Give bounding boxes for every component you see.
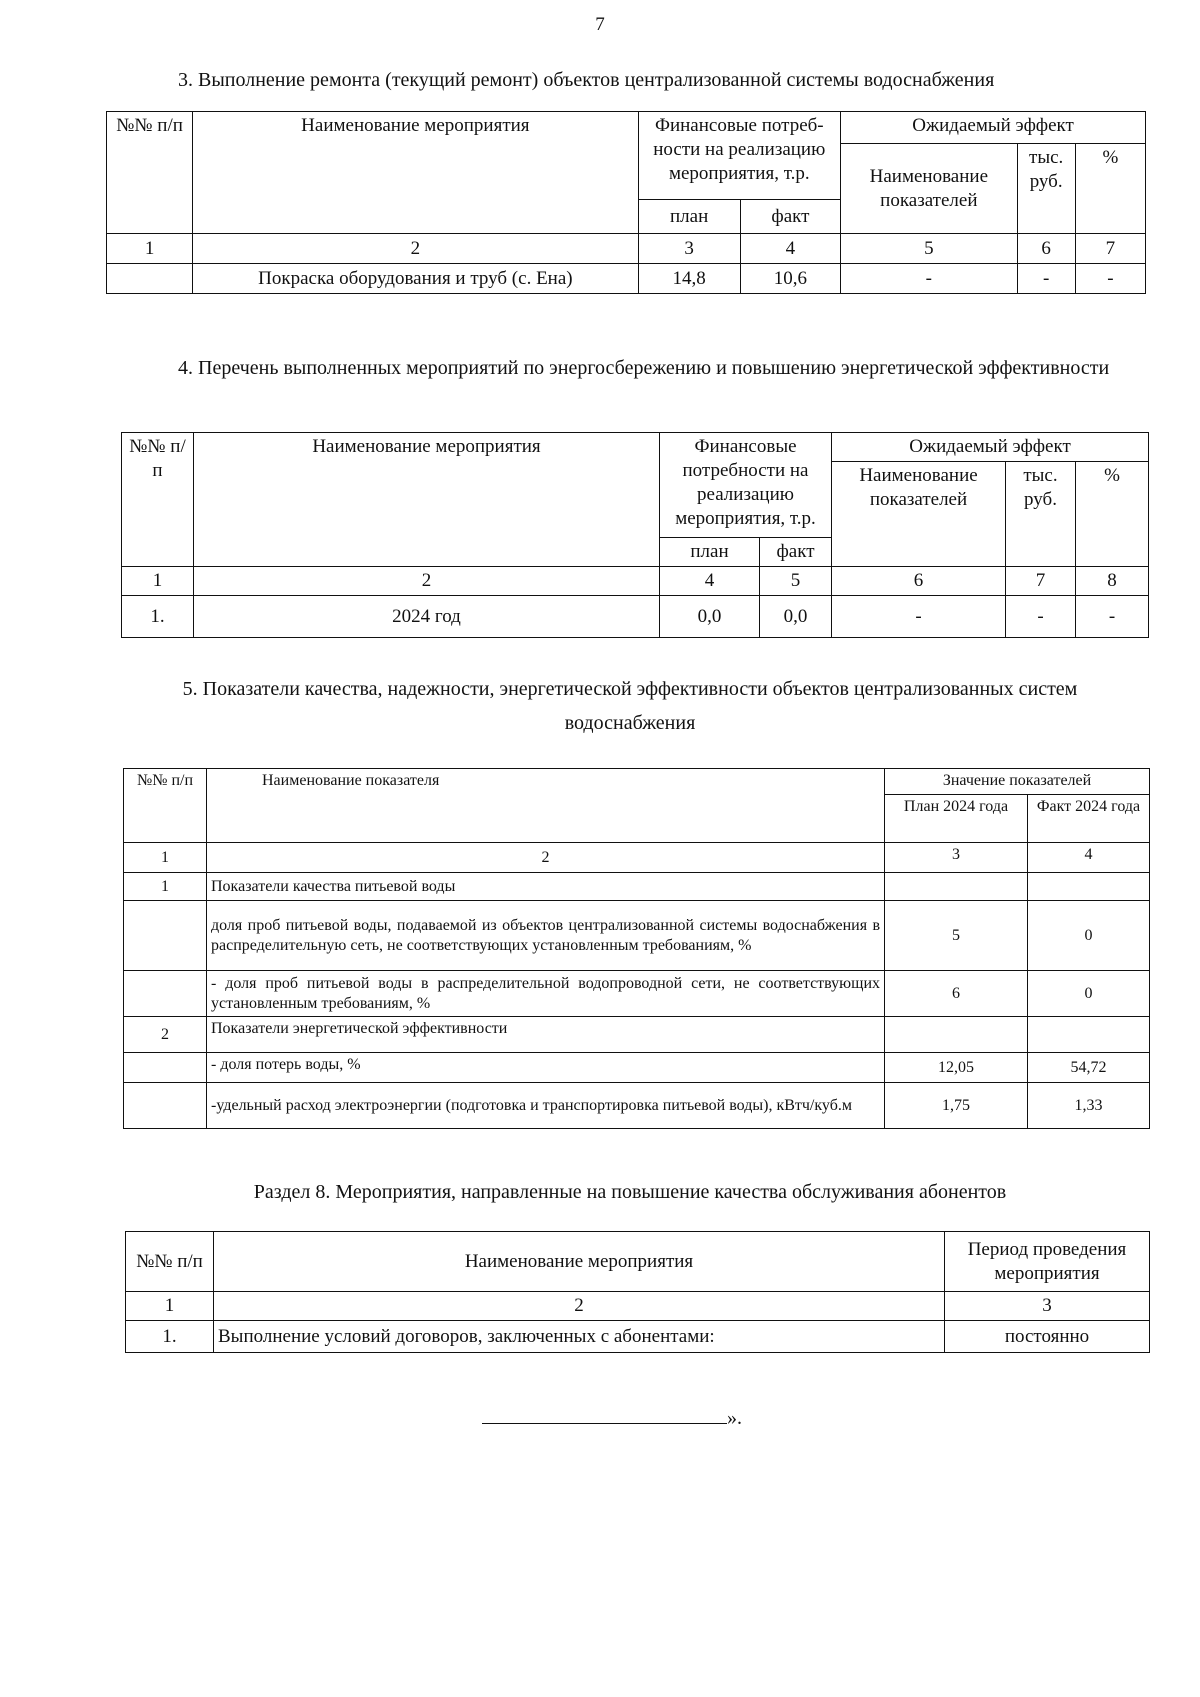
s8-row-name: Выполнение условий договоров, заключенных с абонентами:	[214, 1321, 945, 1353]
table-row	[124, 901, 1150, 971]
table-row	[124, 873, 1150, 901]
s5-row-name: - доля потерь воды, %	[207, 1053, 885, 1083]
s5-row-plan	[885, 873, 1028, 901]
signature-underline	[482, 1405, 727, 1424]
s5-row-fact: 0	[1028, 971, 1150, 1017]
s3-header-fact: факт	[740, 200, 840, 234]
section3-table	[106, 111, 1146, 294]
s3-row-num	[107, 264, 193, 294]
s4-row-indicator: -	[832, 596, 1006, 638]
s5-row-name: доля проб питьевой воды, подаваемой из объектов централизованной системы водоснабжения в распределительную сеть, не соответствующих установленным требованиям, %	[207, 901, 885, 971]
s3-header-thousand: тыс. руб.	[1017, 144, 1075, 234]
s8-row-period: постоянно	[945, 1321, 1150, 1353]
s5-header-plan: План 2024 года	[885, 795, 1028, 843]
s5-row-plan: 12,05	[885, 1053, 1028, 1083]
s4-header-percent: %	[1076, 462, 1149, 567]
s3-header-name: Наименование мероприятия	[193, 112, 638, 234]
s3-row-plan: 14,8	[638, 264, 740, 294]
section5-table	[123, 768, 1150, 1129]
s4-colnum: 5	[760, 567, 832, 596]
s4-row-plan: 0,0	[660, 596, 760, 638]
section3-title: 3. Выполнение ремонта (текущий ремонт) объектов централизованной системы водоснабжения	[178, 69, 995, 91]
table-row	[124, 1053, 1150, 1083]
s4-colnum: 2	[194, 567, 660, 596]
s3-row-thousand: -	[1017, 264, 1075, 294]
s3-header-finance: Финансовые потреб-ности на реализацию мероприятия, т.р.	[638, 112, 841, 200]
table-row	[124, 1083, 1150, 1129]
s4-header-num: №№ п/п	[122, 433, 194, 567]
s5-colnum: 3	[885, 843, 1028, 873]
s3-colnum: 5	[841, 234, 1018, 264]
s5-header-value: Значение показателей	[885, 769, 1150, 795]
s4-colnum: 8	[1076, 567, 1149, 596]
s8-row-num: 1.	[126, 1321, 214, 1353]
section4-table	[121, 432, 1149, 638]
s5-row-num	[124, 1083, 207, 1129]
s3-colnum: 3	[638, 234, 740, 264]
s5-row-num: 1	[124, 873, 207, 901]
s3-row-name: Покраска оборудования и труб (с. Ена)	[193, 264, 638, 294]
s3-header-percent: %	[1075, 144, 1145, 234]
s8-header-num: №№ п/п	[126, 1232, 214, 1292]
s4-row-num: 1.	[122, 596, 194, 638]
s3-colnum: 6	[1017, 234, 1075, 264]
table-row	[122, 596, 1149, 638]
s3-header-num: №№ п/п	[107, 112, 193, 234]
s4-colnum: 4	[660, 567, 760, 596]
s8-header-period: Период проведения мероприятия	[945, 1232, 1150, 1292]
s5-header-num: №№ п/п	[124, 769, 207, 843]
section8-table	[125, 1231, 1150, 1353]
s4-colnum: 6	[832, 567, 1006, 596]
s5-row-name: Показатели качества питьевой воды	[207, 873, 885, 901]
s5-row-plan: 1,75	[885, 1083, 1028, 1129]
s4-row-percent: -	[1076, 596, 1149, 638]
s3-row-fact: 10,6	[740, 264, 840, 294]
s5-row-fact: 1,33	[1028, 1083, 1150, 1129]
s5-header-name: Наименование показателя	[207, 769, 885, 843]
section8-title: Раздел 8. Мероприятия, направленные на повышение качества обслуживания абонентов	[253, 1181, 1007, 1203]
s5-row-num	[124, 901, 207, 971]
s8-colnum: 1	[126, 1292, 214, 1321]
s3-header-indicator: Наименование показателей	[841, 144, 1018, 234]
s3-row-percent: -	[1075, 264, 1145, 294]
s5-row-plan: 6	[885, 971, 1028, 1017]
s4-header-effect: Ожидаемый эффект	[832, 433, 1149, 462]
s5-header-fact: Факт 2024 года	[1028, 795, 1150, 843]
s3-colnum: 4	[740, 234, 840, 264]
s3-colnum: 1	[107, 234, 193, 264]
closing-line	[482, 1405, 742, 1430]
s4-row-name: 2024 год	[194, 596, 660, 638]
table-row	[124, 971, 1150, 1017]
table-row	[126, 1321, 1150, 1353]
s4-colnum: 1	[122, 567, 194, 596]
s3-header-plan: план	[638, 200, 740, 234]
s5-row-fact	[1028, 1017, 1150, 1053]
s4-header-indicator: Наименование показателей	[832, 462, 1006, 567]
s5-row-plan: 5	[885, 901, 1028, 971]
s5-row-fact	[1028, 873, 1150, 901]
s5-row-num	[124, 1053, 207, 1083]
s5-colnum: 2	[207, 843, 885, 873]
s4-header-finance: Финансовые потребности на реализацию мероприятия, т.р.	[660, 433, 832, 538]
s3-colnum: 7	[1075, 234, 1145, 264]
table-row	[107, 264, 1146, 294]
s5-colnum: 4	[1028, 843, 1150, 873]
s5-colnum: 1	[124, 843, 207, 873]
section4-title: 4. Перечень выполненных мероприятий по энергосбережению и повышению энергетической эффективности	[178, 357, 1110, 379]
s5-row-plan	[885, 1017, 1028, 1053]
s8-colnum: 3	[945, 1292, 1150, 1321]
s3-header-effect: Ожидаемый эффект	[841, 112, 1146, 144]
s5-row-num: 2	[124, 1017, 207, 1053]
s5-row-name: - доля проб питьевой воды в распределительной водопроводной сети, не соответствующих установленным требованиям, %	[207, 971, 885, 1017]
s4-colnum: 7	[1006, 567, 1076, 596]
s4-header-fact: факт	[760, 538, 832, 567]
s4-header-thousand: тыс. руб.	[1006, 462, 1076, 567]
s5-row-name: Показатели энергетической эффективности	[207, 1017, 885, 1053]
s4-header-plan: план	[660, 538, 760, 567]
s8-header-name: Наименование мероприятия	[214, 1232, 945, 1292]
s5-row-name: -удельный расход электроэнергии (подготовка и транспортировка питьевой воды), кВтч/куб.м	[207, 1083, 885, 1129]
section5-title: 5. Показатели качества, надежности, энергетической эффективности объектов централизованных систем водоснабжения	[182, 678, 1078, 734]
s4-row-fact: 0,0	[760, 596, 832, 638]
page-number: 7	[595, 14, 605, 35]
s4-header-name: Наименование мероприятия	[194, 433, 660, 567]
table-row	[124, 1017, 1150, 1053]
s3-row-indicator: -	[841, 264, 1018, 294]
s5-row-fact: 54,72	[1028, 1053, 1150, 1083]
s4-row-thousand: -	[1006, 596, 1076, 638]
closing-quote: ».	[727, 1407, 742, 1429]
s8-colnum: 2	[214, 1292, 945, 1321]
s5-row-num	[124, 971, 207, 1017]
s3-colnum: 2	[193, 234, 638, 264]
s5-row-fact: 0	[1028, 901, 1150, 971]
